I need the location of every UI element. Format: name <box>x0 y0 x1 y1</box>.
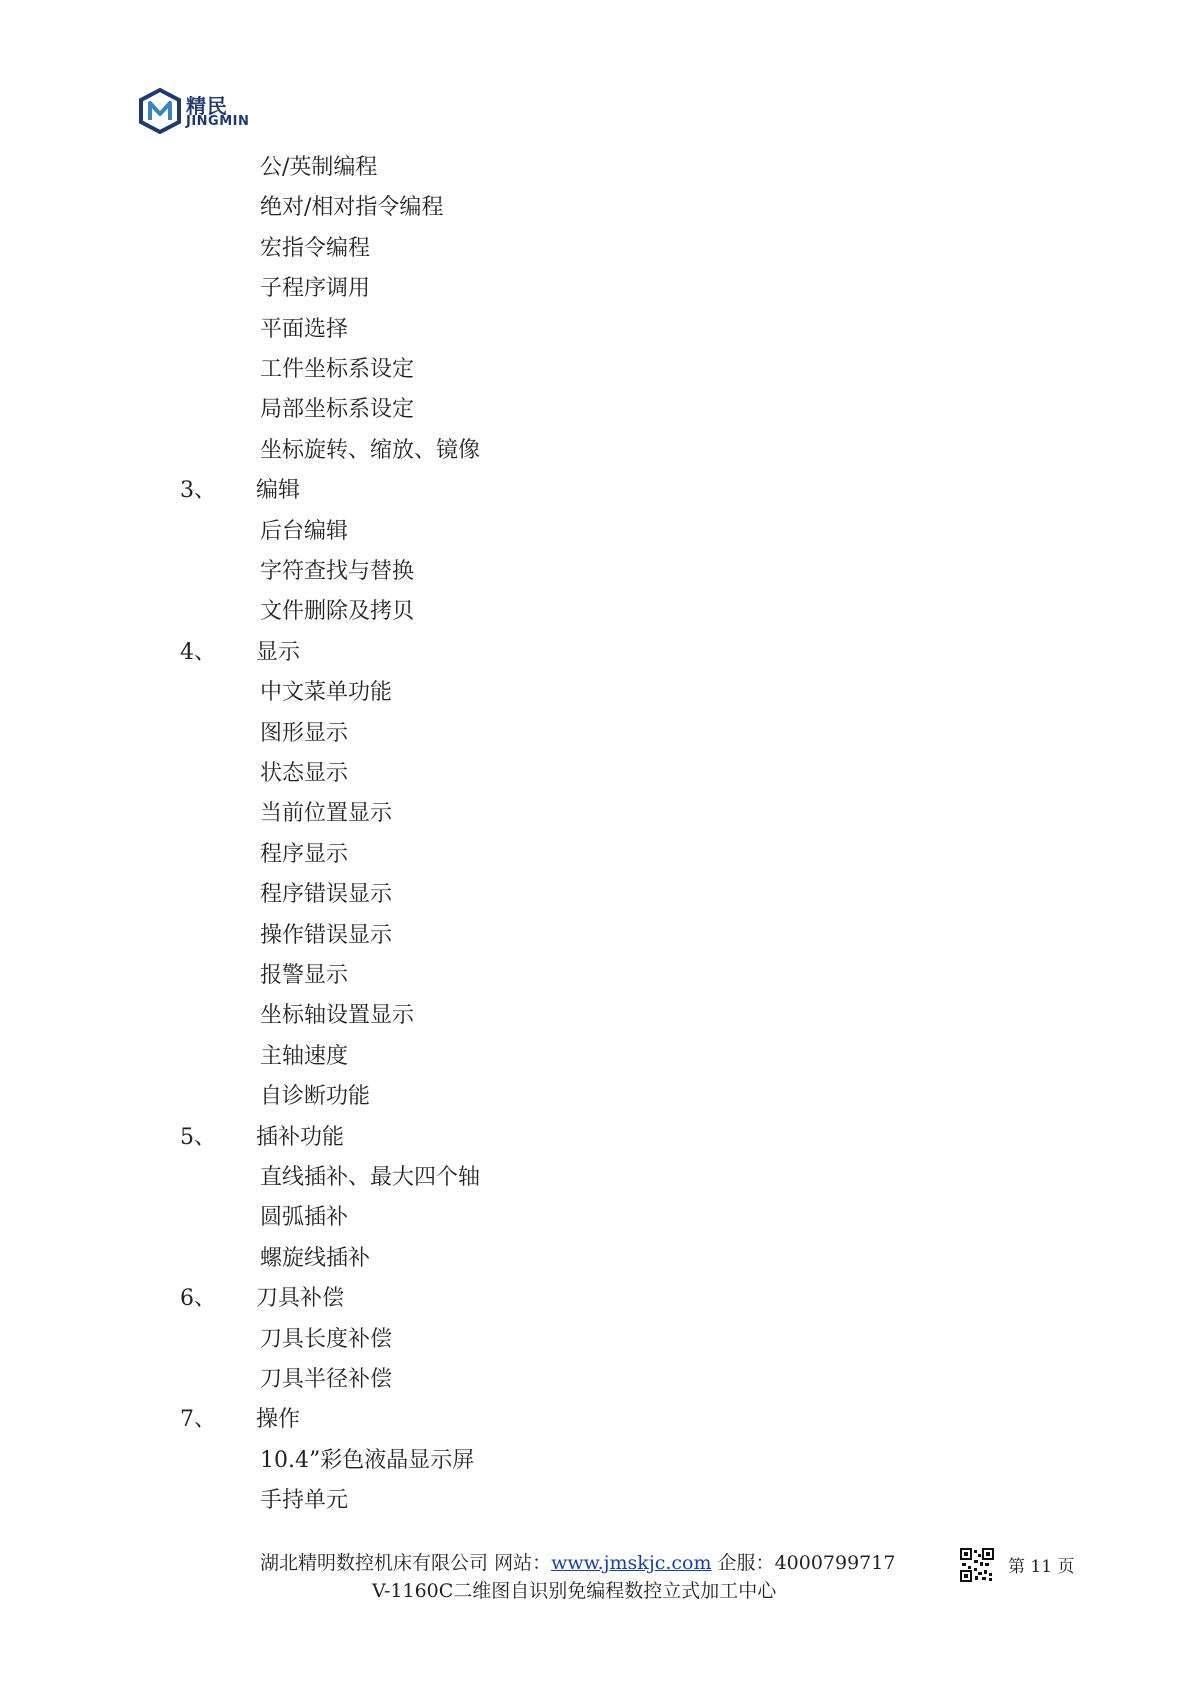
list-item: 直线插补、最大四个轴 <box>260 1165 481 1190</box>
list-item: 10.4”彩色液晶显示屏 <box>260 1448 475 1473</box>
section-heading: 显示 <box>256 640 301 665</box>
list-item: 程序错误显示 <box>260 882 393 907</box>
section-heading: 编辑 <box>256 478 301 503</box>
logo-english-name: JINGMIN <box>186 114 250 129</box>
list-item: 刀具长度补偿 <box>260 1327 393 1352</box>
list-item: 字符查找与替换 <box>260 559 415 584</box>
footer-product-title: V-1160C二维图自识别免编程数控立式加工中心 <box>372 1580 777 1602</box>
footer-site-label: 网站： <box>494 1552 552 1574</box>
list-item: 平面选择 <box>260 317 349 342</box>
list-item: 宏指令编程 <box>260 236 371 261</box>
list-item: 文件删除及拷贝 <box>260 599 415 624</box>
list-item: 坐标旋转、缩放、镜像 <box>260 438 481 463</box>
list-item: 手持单元 <box>260 1488 349 1513</box>
list-item: 圆弧插补 <box>260 1205 349 1230</box>
footer-contact <box>260 1548 895 1575</box>
list-item: 当前位置显示 <box>260 801 393 826</box>
list-item: 刀具半径补偿 <box>260 1367 393 1392</box>
footer-company: 湖北精明数控机床有限公司 <box>260 1552 489 1574</box>
logo-hexagon-icon <box>138 88 182 134</box>
list-item: 公/英制编程 <box>260 155 378 180</box>
section-heading: 插补功能 <box>256 1125 345 1150</box>
list-item: 螺旋线插补 <box>260 1246 371 1271</box>
list-item: 工件坐标系设定 <box>260 357 415 382</box>
list-item: 操作错误显示 <box>260 923 393 948</box>
list-item: 中文菜单功能 <box>260 680 393 705</box>
list-item: 主轴速度 <box>260 1044 349 1069</box>
logo-chinese-name: 精民 <box>186 94 228 118</box>
list-item: 程序显示 <box>260 842 349 867</box>
company-logo <box>138 88 278 134</box>
section-heading: 操作 <box>256 1407 301 1432</box>
qr-code-icon <box>960 1548 994 1582</box>
section-heading: 刀具补偿 <box>256 1286 345 1311</box>
section-number: 4、 <box>180 640 216 665</box>
footer-service-label: 企服： <box>717 1552 775 1574</box>
list-item: 自诊断功能 <box>260 1084 371 1109</box>
list-item: 坐标轴设置显示 <box>260 1003 415 1028</box>
footer-service-phone: 4000799717 <box>774 1552 896 1574</box>
section-number: 3、 <box>180 478 216 503</box>
section-number: 5、 <box>180 1125 216 1150</box>
list-item: 绝对/相对指令编程 <box>260 195 444 220</box>
list-item: 局部坐标系设定 <box>260 397 415 422</box>
list-item: 子程序调用 <box>260 276 371 301</box>
section-number: 6、 <box>180 1286 216 1311</box>
list-item: 状态显示 <box>260 761 349 786</box>
list-item: 报警显示 <box>260 963 349 988</box>
list-item: 后台编辑 <box>260 519 349 544</box>
list-item: 图形显示 <box>260 721 349 746</box>
section-number: 7、 <box>180 1407 216 1432</box>
footer-site-link[interactable]: www.jmskjc.com <box>551 1552 712 1574</box>
page-number: 第 11 页 <box>1008 1557 1075 1577</box>
